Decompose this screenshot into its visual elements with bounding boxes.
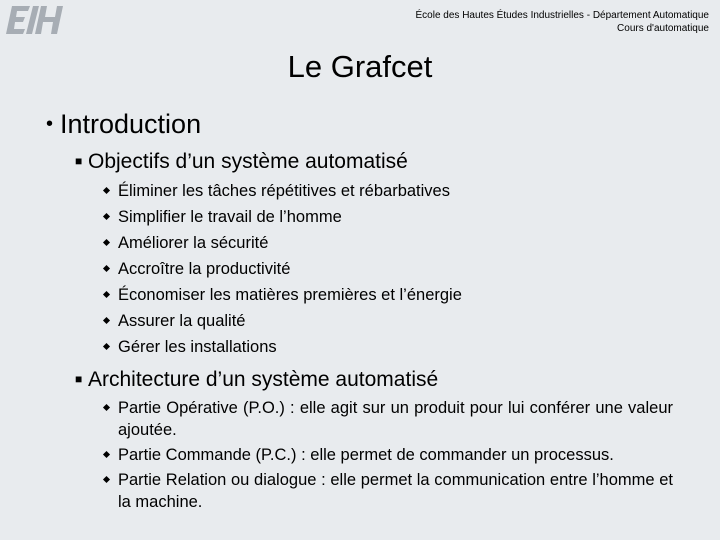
objectifs-list: [103, 178, 462, 360]
section-heading: [46, 106, 201, 142]
bullet-square-icon: ■: [75, 372, 83, 386]
list-item: Améliorer la sécurité: [103, 230, 462, 256]
bullet-dot-icon: •: [46, 113, 54, 135]
section-heading-label: Introduction: [60, 109, 202, 139]
bullet-square-icon: ■: [75, 154, 83, 168]
list-item: Simplifier le travail de l’homme: [103, 204, 462, 230]
subsection-architecture-label: Architecture d’un système automatisé: [88, 368, 439, 391]
list-item: Partie Opérative (P.O.) : elle agit sur un produit pour lui conférer une valeur ajoutée.: [103, 397, 673, 441]
list-item: Gérer les installations: [103, 334, 462, 360]
bullet-diamond-icon: [103, 476, 110, 483]
list-item: Éliminer les tâches répétitives et rébarbatives: [103, 178, 462, 204]
header-institution: [416, 9, 710, 35]
subsection-architecture: [75, 366, 438, 393]
header-school-name: École des Hautes Études Industrielles - Département Automatique: [415, 10, 709, 21]
bullet-diamond-icon: [103, 213, 110, 220]
list-item: Accroître la productivité: [103, 256, 462, 282]
header-course-name: Cours d'automatique: [617, 23, 709, 34]
bullet-diamond-icon: [103, 187, 110, 194]
list-item: Économiser les matières premières et l’énergie: [103, 282, 462, 308]
bullet-diamond-icon: [103, 239, 110, 246]
list-item: Assurer la qualité: [103, 308, 462, 334]
list-item: Partie Relation ou dialogue : elle permet la communication entre l’homme et la machine.: [103, 469, 673, 513]
bullet-diamond-icon: [103, 343, 110, 350]
bullet-diamond-icon: [103, 291, 110, 298]
architecture-list: [103, 397, 673, 516]
slide-title: Le Grafcet: [287, 49, 433, 84]
subsection-objectifs: [75, 148, 408, 175]
school-logo: [6, 6, 66, 34]
bullet-diamond-icon: [103, 317, 110, 324]
list-item: Partie Commande (P.C.) : elle permet de commander un processus.: [103, 444, 673, 466]
subsection-objectifs-label: Objectifs d’un système automatisé: [88, 150, 408, 173]
bullet-diamond-icon: [103, 451, 110, 458]
bullet-diamond-icon: [103, 265, 110, 272]
bullet-diamond-icon: [103, 404, 110, 411]
